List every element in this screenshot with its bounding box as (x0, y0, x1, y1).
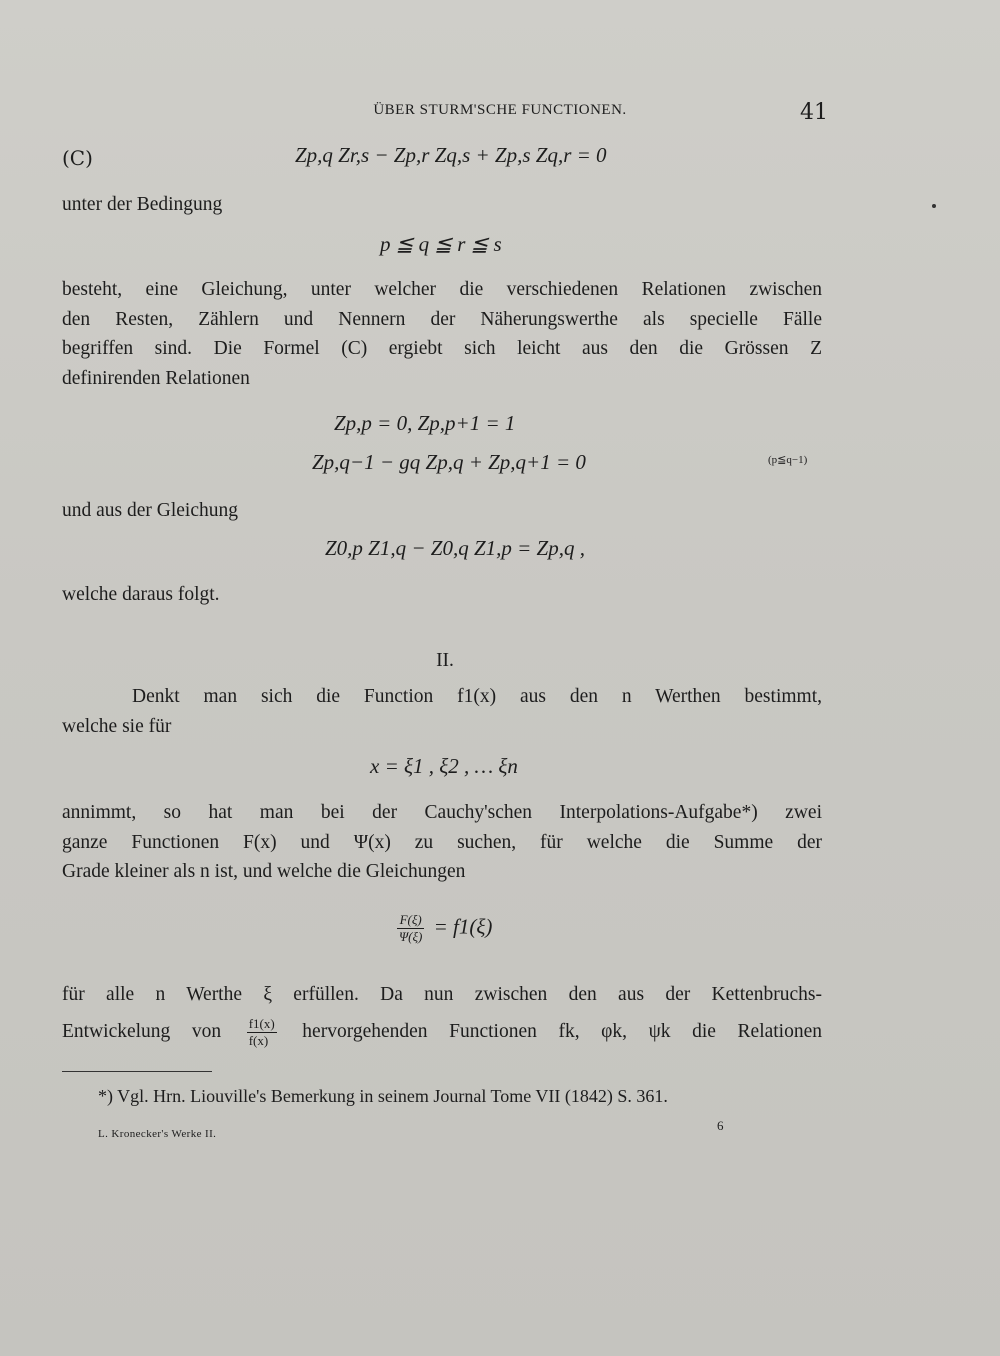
text-line-with-fraction (62, 1016, 822, 1049)
formula-relations-1: Zp,p = 0, Zp,p+1 = 1 (334, 411, 516, 435)
paragraph-4 (62, 980, 822, 1049)
paragraph-3 (62, 798, 822, 887)
text-und-aus (62, 496, 822, 526)
text-line: Denkt man sich die Function f1(x) aus den n Werthen bestimmt, (132, 686, 822, 707)
fraction-numerator: F(ξ) (397, 912, 424, 929)
text-line: und aus der Gleichung (62, 500, 238, 521)
text-line: welche sie für (62, 715, 172, 737)
speck-mark (932, 204, 936, 208)
paragraph-1 (62, 275, 822, 393)
fraction-denominator: Ψ(ξ) (399, 929, 423, 944)
formula-fraction (393, 912, 492, 945)
fraction-rhs: = f1(ξ) (433, 914, 493, 939)
text-fragment: hervorgehenden Functionen fk, φk, ψk die Relationen (302, 1020, 823, 1042)
section-heading: II. (436, 650, 454, 671)
text-welche-daraus (62, 580, 822, 610)
formula-label-c: (C) (62, 146, 93, 170)
formula-x-values: x = ξ1 , ξ2 , … ξn (370, 754, 518, 778)
text-line: Grade kleiner als n ist, und welche die Gleichungen (62, 861, 466, 882)
text-line: definirenden Relationen (62, 367, 250, 389)
paragraph-2 (62, 682, 822, 741)
formula-relations-2-condition: (p≦q−1) (768, 454, 808, 466)
formula-c: Zp,q Zr,s − Zp,r Zq,s + Zp,s Zq,r = 0 (295, 143, 607, 167)
footer-collection-title: L. Kronecker's Werke II. (98, 1128, 217, 1140)
fraction-numerator: f1(x) (248, 1015, 275, 1031)
text-fragment: Entwickelung von (62, 1020, 222, 1042)
text-line: begriffen sind. Die Formel (C) ergiebt sich leicht aus den die Grössen Z (62, 338, 822, 359)
footnote: *) Vgl. Hrn. Liouville's Bemerkung in seinem Journal Tome VII (1842) S. 361. (98, 1086, 668, 1106)
text-line: annimmt, so hat man bei der Cauchy'schen Interpolations-Aufgabe*) zwei (62, 802, 822, 823)
text-line: für alle n Werthe ξ erfüllen. Da nun zwischen den aus der Kettenbruchs- (62, 984, 822, 1005)
footer-signature: 6 (717, 1118, 724, 1133)
text-line: ganze Functionen F(x) und Ψ(x) zu suchen, für welche die Summe der (62, 831, 822, 853)
footnote-rule (62, 1071, 212, 1072)
formula-relations-2: Zp,q−1 − gq Zp,q + Zp,q+1 = 0 (312, 450, 586, 474)
text-line: unter der Bedingung (62, 194, 223, 215)
text-line: besteht, eine Gleichung, unter welcher die verschiedenen Relationen zwischen (62, 279, 822, 300)
fraction (397, 912, 424, 945)
fraction-denominator: f(x) (248, 1032, 269, 1048)
formula-condition: p ≦ q ≦ r ≦ s (380, 232, 502, 256)
running-title: ÜBER STURM'SCHE FUNCTIONEN. (373, 102, 627, 118)
page-number: 41 (800, 100, 828, 125)
inline-fraction (247, 1016, 277, 1049)
text-unter (62, 190, 822, 220)
text-line: welche daraus folgt. (62, 584, 220, 605)
text-line: den Resten, Zählern und Nennern der Näherungswerthe als specielle Fälle (62, 308, 822, 330)
formula-z0: Z0,p Z1,q − Z0,q Z1,p = Zp,q , (325, 536, 585, 560)
